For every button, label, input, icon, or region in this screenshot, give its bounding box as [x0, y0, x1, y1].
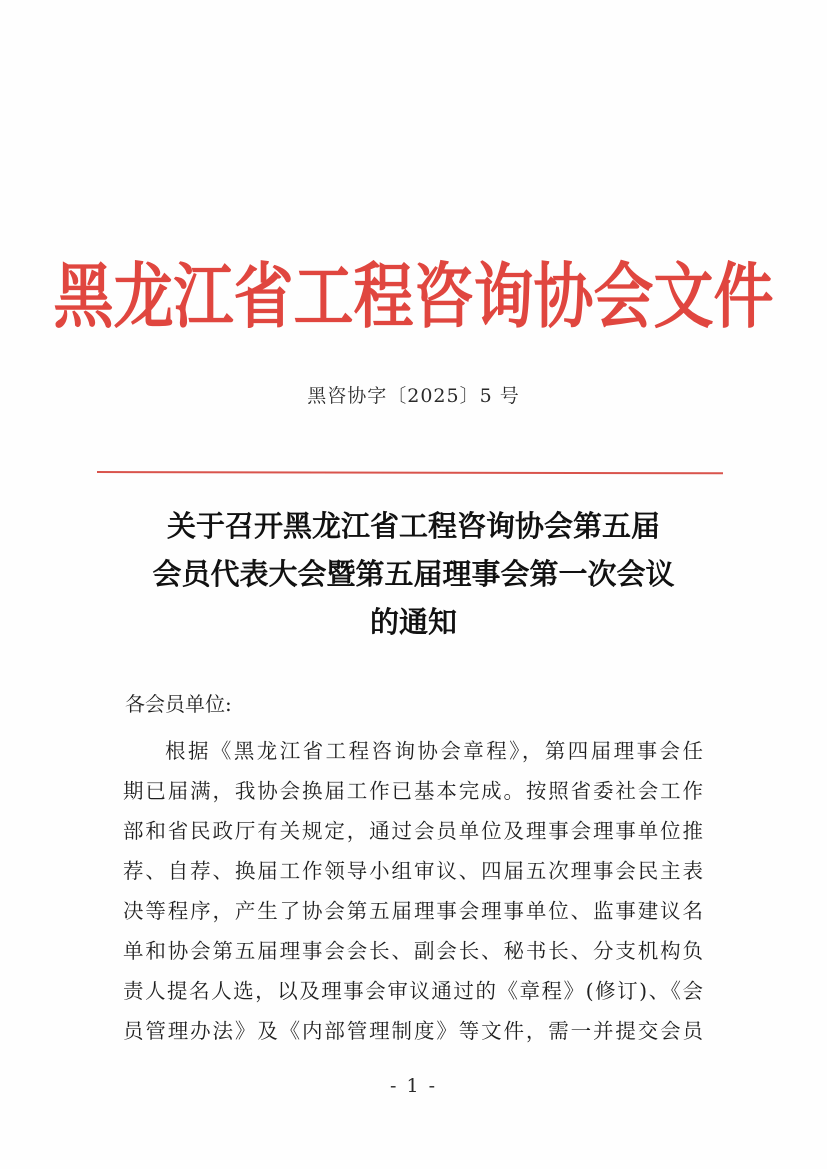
notice-title-line-3: 的通知	[369, 605, 457, 639]
body-line: 责人提名人选，以及理事会审议通过的《章程》(修订)、《会	[123, 979, 703, 1003]
header-divider-line	[97, 471, 723, 474]
notice-title-line-2: 会员代表大会暨第五届理事会第一次会议	[152, 557, 675, 591]
body-line: 部和省民政厅有关规定，通过会员单位及理事会理事单位推	[123, 819, 703, 843]
body-line: 荐、自荐、换届工作领导小组审议、四届五次理事会民主表	[123, 859, 703, 883]
body-line: 单和协会第五届理事会会长、副会长、秘书长、分支机构负	[123, 939, 703, 963]
notice-title-line-1: 关于召开黑龙江省工程咨询协会第五届	[166, 509, 660, 543]
salutation: 各会员单位:	[125, 692, 232, 716]
body-line: 期已届满，我协会换届工作已基本完成。按照省委社会工作	[123, 779, 703, 803]
body-line: 决等程序，产生了协会第五届理事会理事单位、监事建议名	[123, 899, 703, 923]
body-line: 员管理办法》及《内部管理制度》等文件，需一并提交会员	[123, 1019, 703, 1043]
body-paragraph	[123, 731, 703, 1051]
body-line: 根据《黑龙江省工程咨询协会章程》，第四届理事会任	[165, 739, 703, 763]
page-number: - 1 -	[389, 1075, 437, 1097]
document-number: 黑咨协字〔2025〕5 号	[307, 385, 520, 407]
notice-title	[0, 502, 827, 646]
org-header-title: 黑龙江省工程咨询协会文件	[53, 256, 774, 339]
